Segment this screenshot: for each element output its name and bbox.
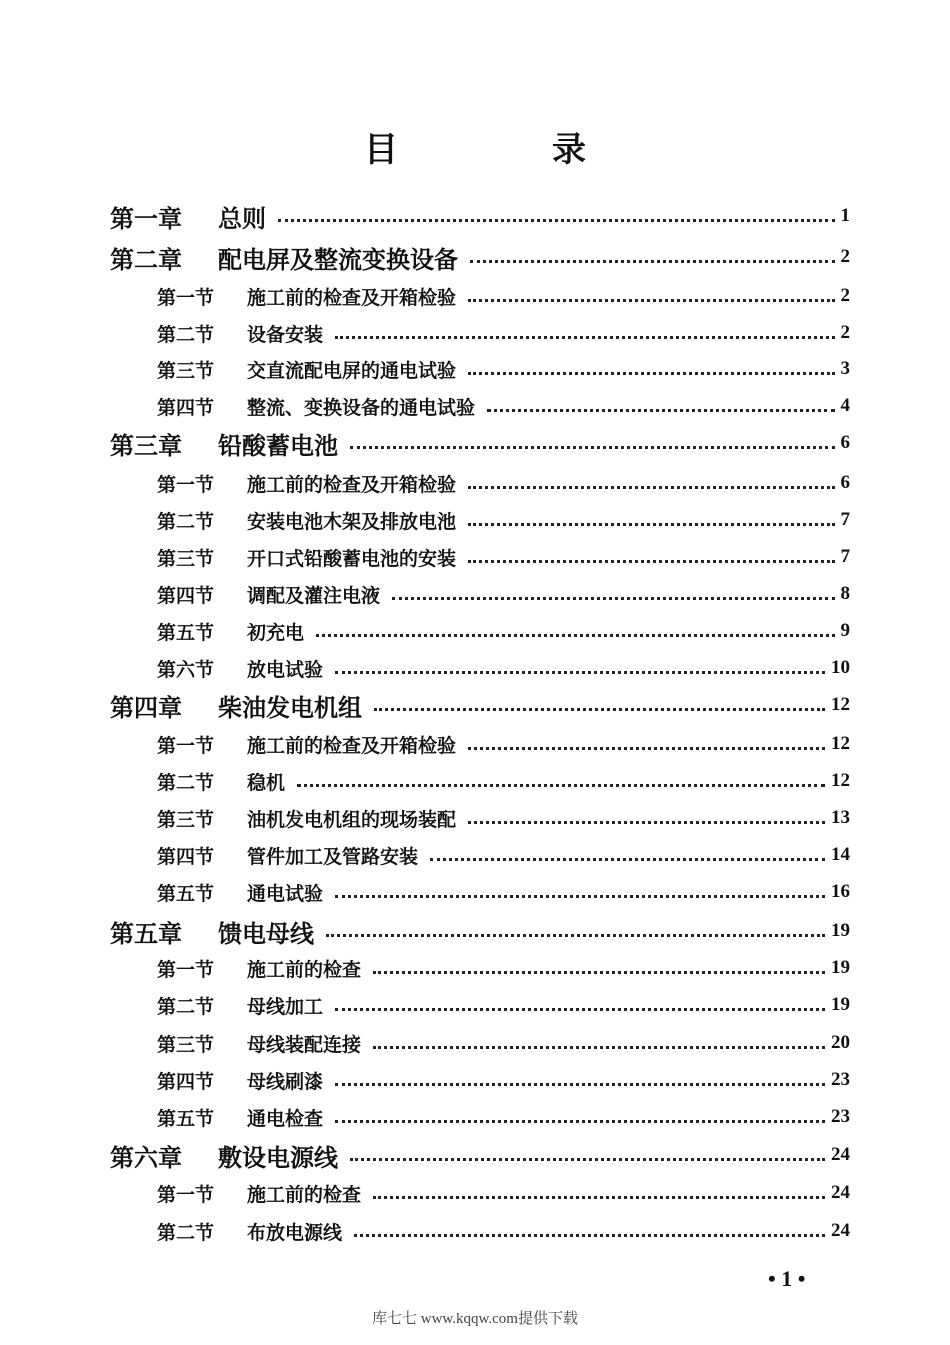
entry-label: 第二章 [110,244,182,274]
entry-page: 6 [840,472,850,493]
dot-leader [316,634,834,637]
entry-title: 施工前的检查及开箱检验 [247,734,457,757]
toc-section-entry [0,988,950,1022]
entry-page: 8 [840,583,850,604]
dot-leader [297,784,825,787]
entry-label: 第四节 [157,1070,215,1093]
page-title: 目 录 [364,130,646,170]
toc-section-entry [0,651,950,685]
entry-page: 2 [840,246,850,267]
entry-label: 第五节 [157,882,215,905]
dot-leader [335,1008,825,1011]
entry-title: 母线加工 [247,995,324,1018]
toc-section-entry [0,614,950,648]
entry-label: 第一节 [157,286,215,309]
entry-label: 第六章 [110,1142,182,1172]
toc-chapter-entry [0,240,950,274]
entry-label: 第二节 [157,510,215,533]
dot-leader [350,446,835,449]
entry-title: 安装电池木架及排放电池 [247,510,457,533]
entry-label: 第二节 [157,323,215,346]
dot-leader [335,1120,825,1123]
entry-page: 1 [840,205,850,226]
entry-page: 10 [831,657,850,678]
entry-title: 敷设电源线 [218,1142,338,1172]
entry-title: 整流、变换设备的通电试验 [247,396,476,419]
toc-section-entry [0,875,950,909]
entry-label: 第四节 [157,584,215,607]
entry-page: 12 [831,770,850,791]
toc-section-entry [0,1026,950,1060]
entry-title: 铅酸蓄电池 [218,430,338,460]
entry-label: 第三节 [157,1033,215,1056]
toc-chapter-entry [0,914,950,948]
entry-page: 24 [831,1220,850,1241]
footer-watermark: 库七七 www.kqqw.com提供下载 [372,1311,578,1327]
toc-section-entry [0,801,950,835]
toc-section-entry [0,838,950,872]
entry-title: 通电试验 [247,882,324,905]
toc-section-entry [0,1100,950,1134]
entry-title: 母线装配连接 [247,1033,362,1056]
toc-chapter-entry [0,426,950,460]
entry-label: 第二节 [157,995,215,1018]
entry-page: 2 [840,285,850,306]
toc-section-entry [0,727,950,761]
entry-label: 第一节 [157,473,215,496]
dot-leader [335,671,825,674]
dot-leader [487,409,834,412]
dot-leader [373,971,825,974]
entry-label: 第二节 [157,1221,215,1244]
toc-chapter-entry [0,688,950,722]
entry-page: 24 [831,1144,850,1165]
entry-page: 20 [831,1032,850,1053]
entry-label: 第三节 [157,359,215,382]
dot-leader [468,747,825,750]
toc-section-entry [0,466,950,500]
entry-label: 第三节 [157,547,215,570]
entry-title: 开口式铅酸蓄电池的安装 [247,547,457,570]
entry-title: 管件加工及管路安装 [247,845,419,868]
entry-title: 交直流配电屏的通电试验 [247,359,457,382]
toc-section-entry [0,352,950,386]
dot-leader [392,597,834,600]
dot-leader [374,708,825,711]
toc-section-entry [0,540,950,574]
entry-page: 4 [840,395,850,416]
entry-label: 第四节 [157,845,215,868]
dot-leader [326,934,825,937]
dot-leader [278,219,835,222]
dot-leader [468,821,825,824]
dot-leader [373,1196,825,1199]
dot-leader [470,260,835,263]
entry-title: 配电屏及整流变换设备 [218,244,458,274]
entry-title: 初充电 [247,621,305,644]
entry-page: 7 [840,509,850,530]
entry-title: 设备安装 [247,323,324,346]
entry-label: 第一节 [157,1183,215,1206]
entry-label: 第五节 [157,621,215,644]
dot-leader [468,372,834,375]
dot-leader [468,486,834,489]
entry-label: 第三章 [110,430,182,460]
dot-leader [468,299,834,302]
entry-title: 布放电源线 [247,1221,343,1244]
entry-page: 9 [840,620,850,641]
entry-label: 第一章 [110,203,182,233]
entry-page: 23 [831,1106,850,1127]
entry-title: 柴油发电机组 [218,692,362,722]
entry-page: 16 [831,881,850,902]
entry-page: 19 [831,957,850,978]
entry-label: 第一节 [157,734,215,757]
dot-leader [335,336,834,339]
entry-title: 馈电母线 [218,918,314,948]
toc-section-entry [0,1063,950,1097]
entry-label: 第四章 [110,692,182,722]
entry-page: 2 [840,322,850,343]
entry-title: 施工前的检查 [247,1183,362,1206]
entry-title: 稳机 [247,771,286,794]
entry-page: 12 [831,733,850,754]
entry-label: 第四节 [157,396,215,419]
dot-leader [350,1158,825,1161]
toc-chapter-entry [0,1138,950,1172]
toc-section-entry [0,1214,950,1248]
toc-section-entry [0,577,950,611]
entry-page: 23 [831,1069,850,1090]
entry-page: 14 [831,844,850,865]
entry-label: 第五节 [157,1107,215,1130]
entry-title: 施工前的检查及开箱检验 [247,473,457,496]
entry-title: 通电检查 [247,1107,324,1130]
entry-page: 24 [831,1182,850,1203]
entry-title: 油机发电机组的现场装配 [247,808,457,831]
entry-title: 施工前的检查及开箱检验 [247,286,457,309]
entry-label: 第五章 [110,918,182,948]
toc-section-entry [0,279,950,313]
toc-section-entry [0,951,950,985]
dot-leader [335,1083,825,1086]
toc-section-entry [0,316,950,350]
entry-page: 19 [831,994,850,1015]
dot-leader [373,1046,825,1049]
entry-label: 第六节 [157,658,215,681]
toc-chapter-entry [0,199,950,233]
dot-leader [430,858,825,861]
dot-leader [468,523,834,526]
dot-leader [468,560,834,563]
entry-page: 13 [831,807,850,828]
entry-title: 施工前的检查 [247,958,362,981]
entry-label: 第一节 [157,958,215,981]
entry-label: 第二节 [157,771,215,794]
entry-title: 总则 [218,203,266,233]
page-number: • 1 • [768,1266,806,1291]
entry-page: 6 [840,432,850,453]
entry-page: 7 [840,546,850,567]
dot-leader [335,895,825,898]
entry-page: 12 [831,694,850,715]
entry-label: 第三节 [157,808,215,831]
entry-page: 19 [831,920,850,941]
toc-section-entry [0,764,950,798]
toc-section-entry [0,389,950,423]
entry-title: 调配及灌注电液 [247,584,381,607]
toc-section-entry [0,1176,950,1210]
toc-section-entry [0,503,950,537]
dot-leader [354,1234,825,1237]
entry-page: 3 [840,358,850,379]
entry-title: 放电试验 [247,658,324,681]
entry-title: 母线刷漆 [247,1070,324,1093]
